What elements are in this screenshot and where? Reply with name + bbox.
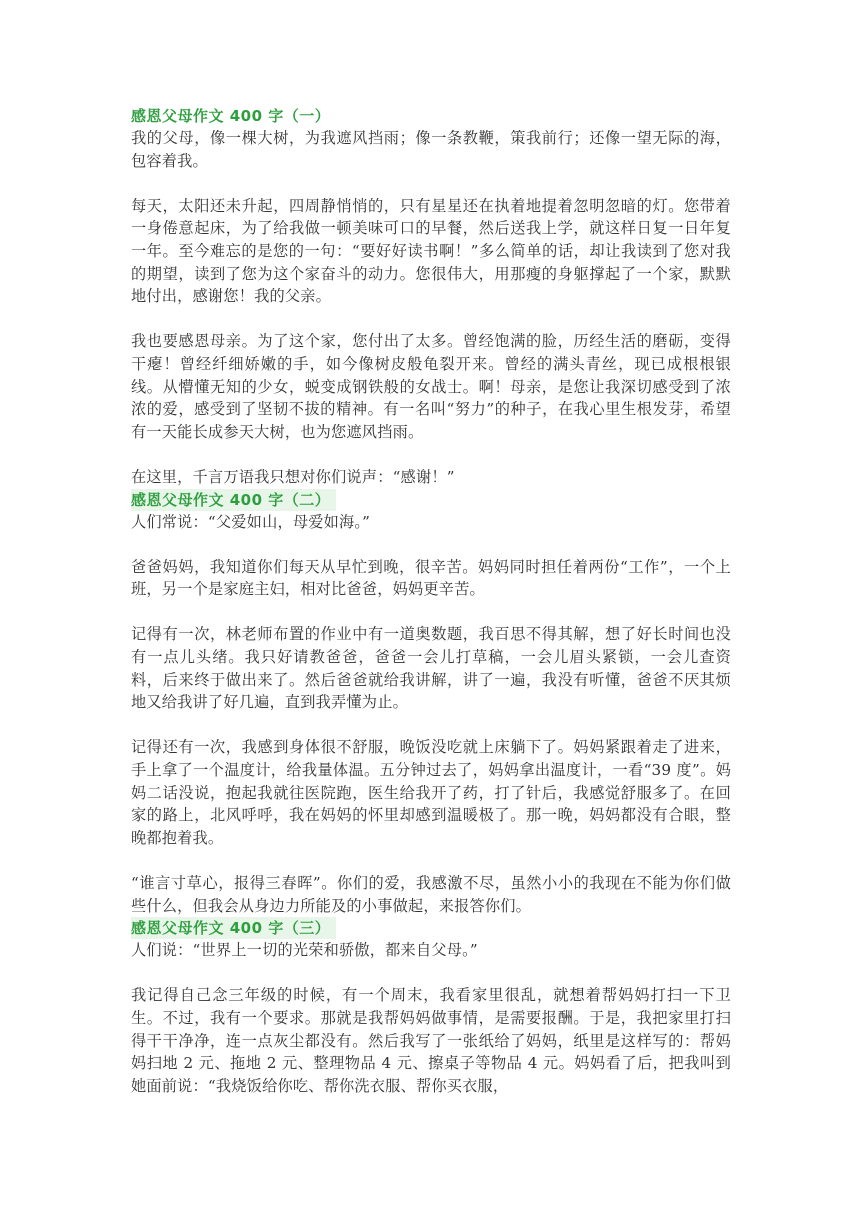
paragraph: 人们说：“世界上一切的光荣和骄傲，都来自父母。” (131, 941, 478, 960)
paragraph: 爸爸妈妈，我知道你们每天从早忙到晚，很辛苦。妈妈同时担任着两份“工作”，一个上班，另一个是家庭主妇，相对比爸爸，妈妈更辛苦。 (131, 557, 731, 599)
paragraph: 记得还有一次，我感到身体很不舒服，晚饭没吃就上床躺下了。妈妈紧跟着走了进来，手上拿了一个温度计，给我量体温。五分钟过去了，妈妈拿出温度计，一看“39 度”。妈妈二话没说，抱起我就往医院跑，医生给我开了药，打了针后，我感觉舒服多了。在回家的路上，北风呼呼，我在妈妈的怀里却感到温暖极了。那一晚，妈妈都没有合眼，整晚都抱着我。 (131, 738, 731, 847)
paragraph: 我也要感恩母亲。为了这个家，您付出了太多。曾经饱满的脸，历经生活的磨砺，变得干瘪！曾经纤细娇嫩的手，如今像树皮般龟裂开来。曾经的满头青丝，现已成根根银线。从懵懂无知的少女，蜕变成钢铁般的女战士。啊！母亲，是您让我深切感受到了浓浓的爱，感受到了坚韧不拔的精神。有一名叫“努力”的种子，在我心里生根发芽，希望有一天能长成参天大树，也为您遮风挡雨。 (131, 332, 731, 441)
paragraph: 我的父母，像一棵大树，为我遮风挡雨；像一条教鞭，策我前行；还像一望无际的海，包容着我。 (131, 129, 731, 170)
section-heading: 感恩父母作文 400 字（二） (131, 489, 336, 511)
paragraph: “谁言寸草心，报得三春晖”。你们的爱，我感激不尽，虽然小小的我现在不能为你们做些什么，但我会从身边力所能及的小事做起，来报答你们。 (131, 874, 731, 915)
paragraph: 我记得自己念三年级的时候，有一个周末，我看家里很乱，就想着帮妈妈打扫一下卫生。不过，我有一个要求。那就是我帮妈妈做事情，是需要报酬。于是，我把家里打扫得干干净净，连一点灰尘都没有。然后我写了一张纸给了妈妈，纸里是这样写的：帮妈妈扫地 2 元、拖地 2 元、整理物品 4 元、擦桌子等物品 4 元。妈妈看了后，把我叫到她面前说：“我烧饭给你吃、帮你洗衣服、帮你买衣服， (131, 986, 731, 1095)
paragraph: 人们常说：“父爱如山，母爱如海。” (131, 512, 371, 531)
paragraph: 在这里，千言万语我只想对你们说声：“感谢！” (131, 467, 455, 486)
section-2-heading-row (131, 489, 731, 511)
section-1-heading-row (131, 105, 731, 127)
section-heading: 感恩父母作文 400 字（三） (131, 917, 336, 939)
paragraph: 记得有一次，林老师布置的作业中有一道奥数题，我百思不得其解，想了好长时间也没有一点儿头绪。我只好请教爸爸，爸爸一会儿打草稿，一会儿眉头紧锁，一会儿查资料，后来终于做出来了。然后爸爸就给我讲解，讲了一遍，我没有听懂，爸爸不厌其烦地又给我讲了好几遍，直到我弄懂为止。 (131, 625, 731, 712)
paragraph: 每天，太阳还未升起，四周静悄悄的，只有星星还在执着地提着忽明忽暗的灯。您带着一身倦意起床，为了给我做一顿美味可口的早餐，然后送我上学，就这样日复一日年复一年。至今难忘的是您的一句：“要好好读书啊！”多么简单的话，却让我读到了您对我的期望，读到了您为这个家奋斗的动力。您很伟大，用那瘦的身躯撑起了一个家，默默地付出，感谢您！我的父亲。 (131, 196, 731, 306)
section-3-heading-row (131, 917, 731, 939)
document-page (131, 105, 731, 1097)
section-heading: 感恩父母作文 400 字（一） (131, 107, 331, 125)
